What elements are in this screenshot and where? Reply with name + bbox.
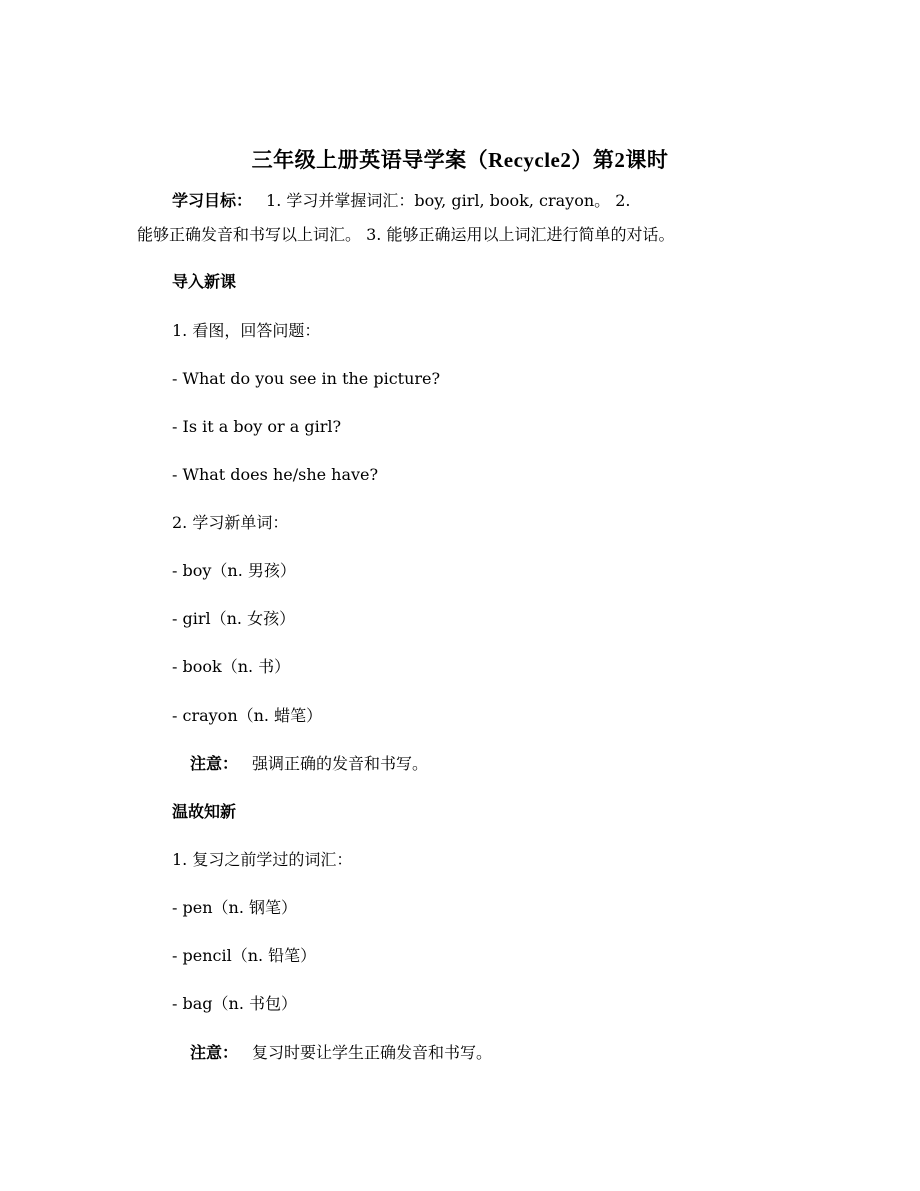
learning-goals-label: 学习目标： xyxy=(172,191,253,210)
note-label: 注意： xyxy=(190,1043,239,1062)
section-heading-intro: 导入新课 xyxy=(172,272,237,291)
review-vocab-item: - bag（n. 书包） xyxy=(172,994,297,1013)
vocab-item: - girl（n. 女孩） xyxy=(172,609,296,628)
review-vocab-item: - pen（n. 钢笔） xyxy=(172,898,297,917)
learning-goals xyxy=(172,190,630,212)
vocab-item: - book（n. 书） xyxy=(172,657,291,676)
intro-step-2: 2. 学习新单词： xyxy=(172,513,289,532)
note-review xyxy=(190,1042,492,1064)
note-label: 注意： xyxy=(190,754,239,773)
review-vocab-item: - pencil（n. 铅笔） xyxy=(172,946,317,965)
page-title: 三年级上册英语导学案（Recycle2）第2课时 xyxy=(251,148,669,172)
note-text: 强调正确的发音和书写。 xyxy=(252,754,429,773)
question-item: - What do you see in the picture? xyxy=(172,369,441,388)
question-item: - What does he/she have? xyxy=(172,465,379,484)
note-text: 复习时要让学生正确发音和书写。 xyxy=(252,1043,493,1062)
vocab-item: - boy（n. 男孩） xyxy=(172,561,296,580)
review-step-1: 1. 复习之前学过的词汇： xyxy=(172,850,353,869)
learning-goals-text-line1: 1. 学习并掌握词汇：boy, girl, book, crayon。 2. xyxy=(266,191,631,210)
section-heading-review: 温故知新 xyxy=(172,802,237,821)
note-intro xyxy=(190,753,428,775)
vocab-item: - crayon（n. 蜡笔） xyxy=(172,706,323,725)
intro-step-1: 1. 看图，回答问题： xyxy=(172,321,321,340)
learning-goals-text-line2: 能够正确发音和书写以上词汇。 3. 能够正确运用以上词汇进行简单的对话。 xyxy=(137,225,675,244)
question-item: - Is it a boy or a girl? xyxy=(172,417,342,436)
